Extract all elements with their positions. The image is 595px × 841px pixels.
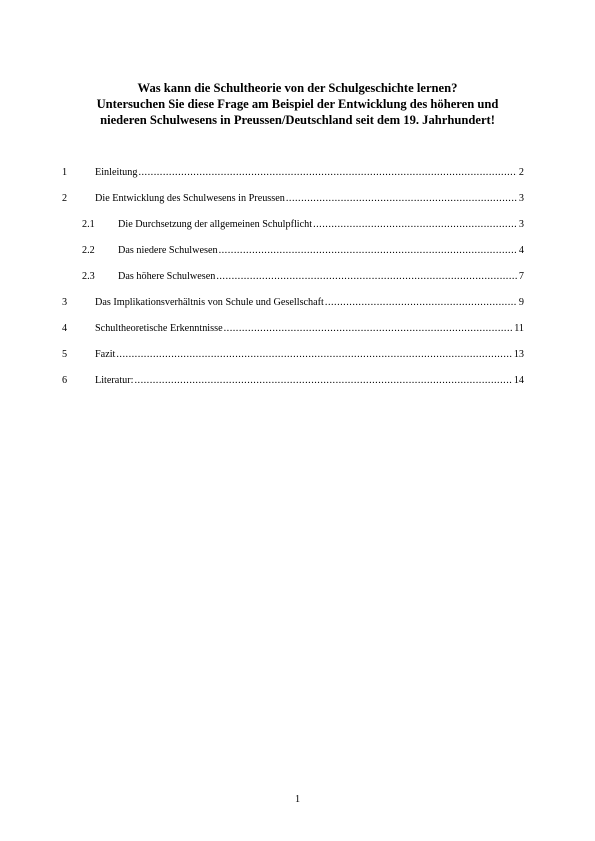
document-title	[60, 80, 535, 128]
toc-entry-title: Schultheoretische Erkenntnisse	[95, 321, 223, 337]
toc-leader-dots	[138, 165, 516, 181]
toc-entry-page: 9	[518, 297, 524, 308]
toc-entry-page: 3	[518, 219, 524, 230]
toc-entry-number: 2.3	[82, 271, 95, 282]
toc-entry-page: 11	[514, 323, 524, 334]
toc-leader-dots	[325, 295, 517, 311]
toc-entry[interactable]	[62, 165, 524, 181]
toc-entry-line	[95, 321, 524, 337]
toc-entry-line	[95, 295, 524, 311]
toc-entry-title: Einleitung	[95, 165, 137, 181]
toc-entry-page: 4	[518, 245, 524, 256]
toc-entry-page: 14	[513, 375, 524, 386]
toc-entry-title: Die Entwicklung des Schulwesens in Preussen	[95, 191, 285, 207]
toc-entry-line	[118, 243, 524, 259]
toc-entry[interactable]	[72, 217, 524, 233]
toc-entry[interactable]	[62, 347, 524, 363]
toc-entry-title: Die Durchsetzung der allgemeinen Schulpflicht	[118, 217, 312, 233]
toc-leader-dots	[219, 243, 517, 259]
toc-leader-dots	[216, 269, 517, 285]
toc-entry-number: 2.1	[82, 219, 95, 230]
toc-entry[interactable]	[62, 321, 524, 337]
toc-entry-number: 1	[62, 167, 68, 178]
toc-entry-number: 6	[62, 375, 68, 386]
toc-entry-line	[95, 373, 524, 389]
title-line-3: niederen Schulwesens in Preussen/Deutschland seit dem 19. Jahrhundert!	[100, 113, 495, 127]
toc-leader-dots	[224, 321, 513, 337]
toc-entry-line	[118, 269, 524, 285]
toc-entry-number: 3	[62, 297, 68, 308]
page-number: 1	[294, 794, 301, 805]
toc-entry-line	[95, 191, 524, 207]
toc-leader-dots	[286, 191, 517, 207]
toc-entry-page: 7	[518, 271, 524, 282]
toc-entry-page: 3	[518, 193, 524, 204]
toc-entry-title: Das höhere Schulwesen	[118, 269, 215, 285]
toc-leader-dots	[313, 217, 517, 233]
toc-entry-number: 2.2	[82, 245, 95, 256]
title-line-1: Was kann die Schultheorie von der Schulgeschichte lernen?	[137, 81, 458, 95]
toc-entry-number: 2	[62, 193, 68, 204]
toc-leader-dots	[116, 347, 511, 363]
toc-entry-line	[95, 347, 524, 363]
toc-entry-number: 5	[62, 349, 68, 360]
title-line-2: Untersuchen Sie diese Frage am Beispiel der Entwicklung des höheren und	[96, 97, 499, 111]
toc-entry-line	[95, 165, 524, 181]
toc-entry[interactable]	[62, 295, 524, 311]
toc-entry-line	[118, 217, 524, 233]
toc-entry-page: 13	[513, 349, 524, 360]
toc-entry-title: Das Implikationsverhältnis von Schule und Gesellschaft	[95, 295, 324, 311]
toc-entry-number: 4	[62, 323, 68, 334]
toc-entry[interactable]	[62, 191, 524, 207]
toc-entry[interactable]	[72, 269, 524, 285]
toc-entry-title: Fazit	[95, 347, 115, 363]
toc-entry[interactable]	[72, 243, 524, 259]
toc-leader-dots	[134, 373, 511, 389]
toc-entry-page: 2	[518, 167, 524, 178]
toc-entry-title: Das niedere Schulwesen	[118, 243, 218, 259]
toc-entry-title: Literatur:	[95, 373, 133, 389]
toc-entry[interactable]	[62, 373, 524, 389]
